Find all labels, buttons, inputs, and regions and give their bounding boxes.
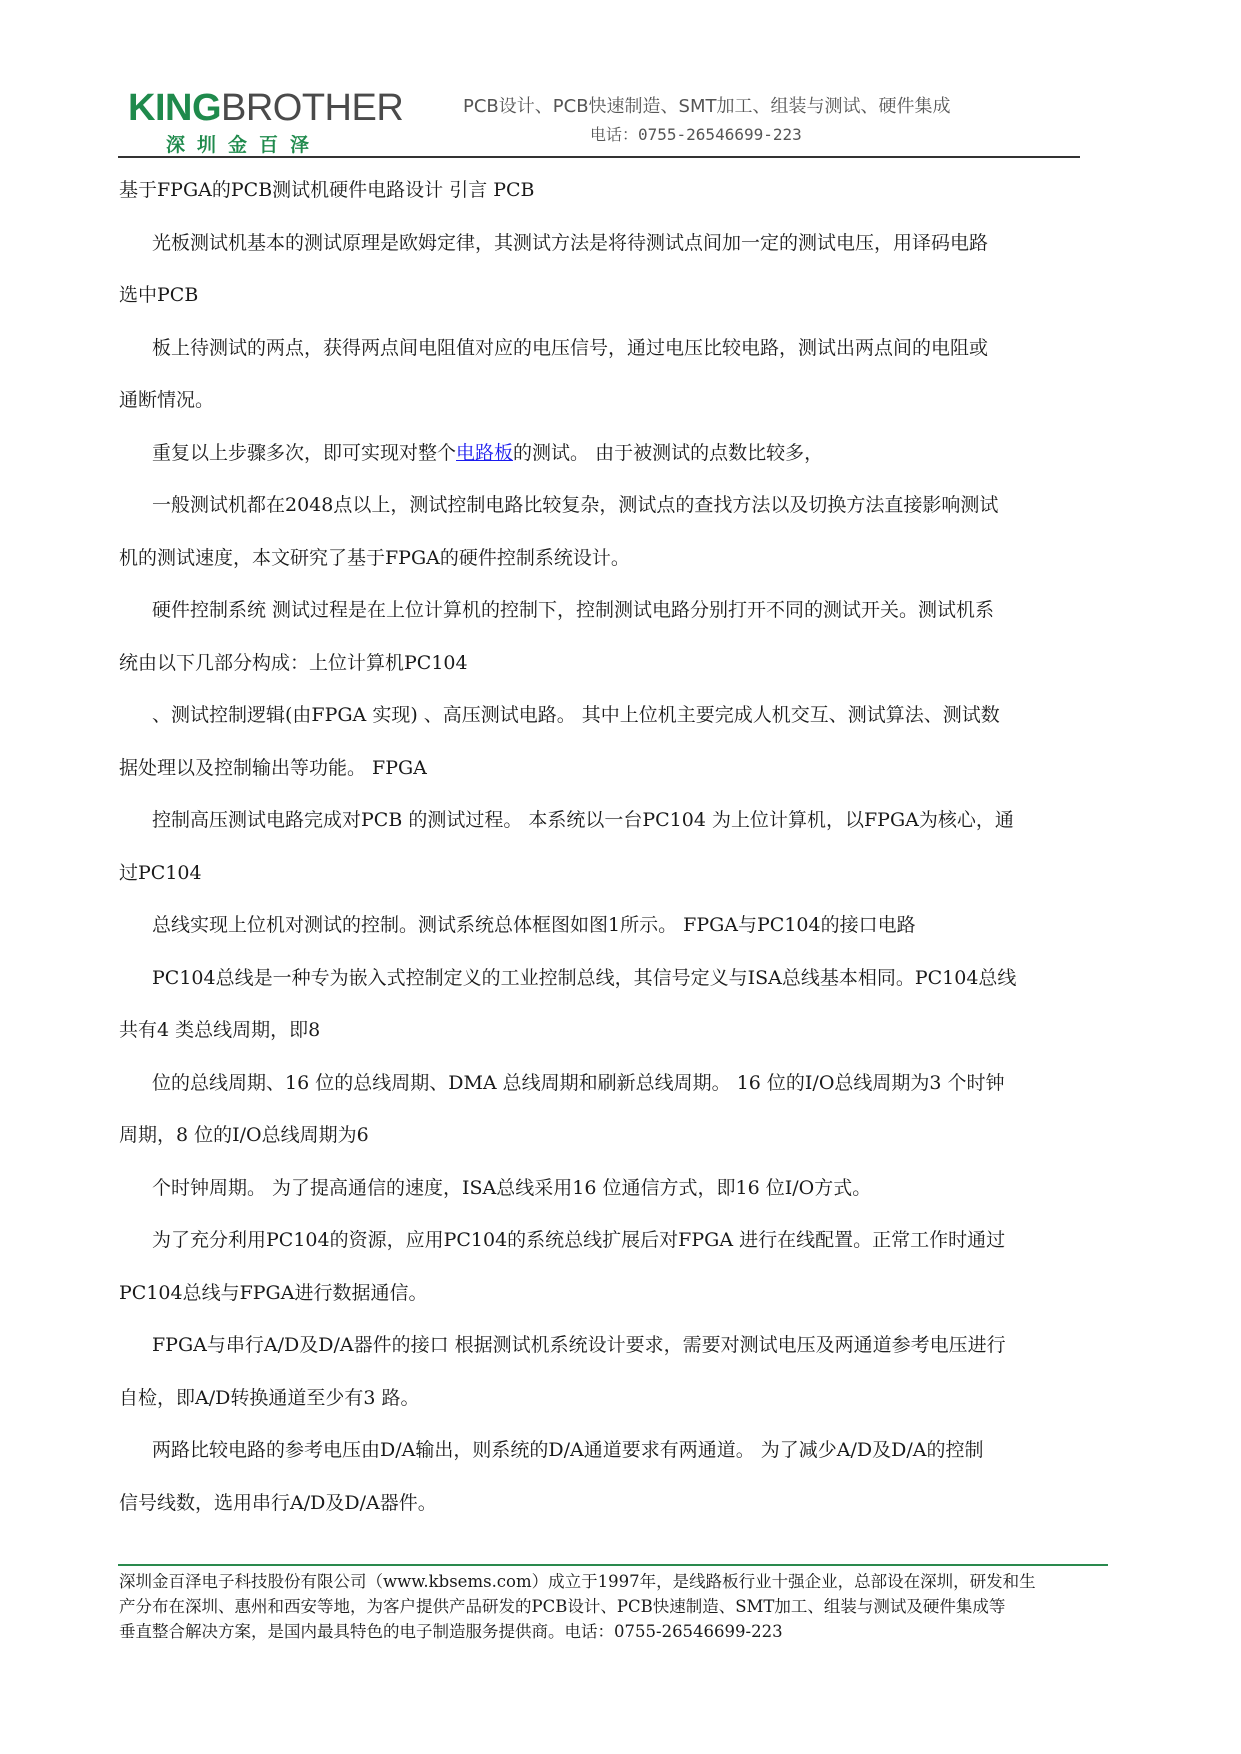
paragraph-14-line-1: 两路比较电路的参考电压由D/A输出，则系统的D/A通道要求有两通道。 为了减少A/D及D/A的控制 [152,1439,984,1461]
paragraph-3-pre: 重复以上步骤多次，即可实现对整个 [152,441,457,464]
footer-line-1: 深圳金百泽电子科技股份有限公司（www.kbsems.com）成立于1997年，是线路板行业十强企业，总部设在深圳，研发和生 [119,1572,1036,1591]
paragraph-1-line-1: 光板测试机基本的测试原理是欧姆定律，其测试方法是将待测试点间加一定的测试电压，用译码电路 [152,231,989,254]
header-phone: 电话：0755-26546699-223 [590,125,802,144]
paragraph-12-line-1: 为了充分利用PC104的资源，应用PC104的系统总线扩展后对FPGA 进行在线配置。正常工作时通过 [152,1229,1006,1251]
paragraph-10-line-2: 周期，8 位的I/O总线周期为6 [119,1124,369,1146]
page-header [128,86,1080,156]
logo-brother: BROTHER [221,87,404,129]
paragraph-10-line-1: 位的总线周期、16 位的总线周期、DMA 总线周期和刷新总线周期。 16 位的I/O总线周期为3 个时钟 [152,1071,1005,1094]
circuit-board-link[interactable]: 电路板 [456,441,514,464]
paragraph-6-line-2: 据处理以及控制输出等功能。 FPGA [119,756,427,779]
footer-divider [118,1564,1108,1566]
paragraph-2-line-1: 板上待测试的两点，获得两点间电阻值对应的电压信号，通过电压比较电路，测试出两点间的电阻或 [152,336,989,359]
paragraph-4-line-1: 一般测试机都在2048点以上，测试控制电路比较复杂，测试点的查找方法以及切换方法直接影响测试 [152,494,999,516]
document-title: 基于FPGA的PCB测试机硬件电路设计 引言 PCB [119,179,535,201]
paragraph-2-line-2: 通断情况。 [119,389,215,411]
logo-king: KING [128,87,221,129]
paragraph-11-line-1: 个时钟周期。 为了提高通信的速度，ISA总线采用16 位通信方式，即16 位I/O方式。 [152,1176,872,1199]
paragraph-13-line-2: 自检，即A/D转换通道至少有3 路。 [119,1386,420,1409]
footer-line-3: 垂直整合解决方案，是国内最具特色的电子制造服务提供商。电话：0755-26546699-223 [119,1622,783,1641]
header-divider [118,156,1080,158]
paragraph-9-line-2: 共有4 类总线周期，即8 [119,1019,321,1041]
footer-line-2: 产分布在深圳、惠州和西安等地，为客户提供产品研发的PCB设计、PCB快速制造、SMT加工、组装与测试及硬件集成等 [119,1597,1006,1616]
logo-wordmark [128,88,403,128]
paragraph-7-line-1: 控制高压测试电路完成对PCB 的测试过程。 本系统以一台PC104 为上位计算机，以FPGA为核心，通 [152,809,1014,831]
logo-chinese-name: 深圳金百泽 [166,134,322,156]
paragraph-14-line-2: 信号线数，选用串行A/D及D/A器件。 [119,1491,437,1514]
paragraph-6-line-1: 、测试控制逻辑(由FPGA 实现) 、高压测试电路。 其中上位机主要完成人机交互、测试算法、测试数 [152,704,1000,726]
paragraph-5-line-2: 统由以下几部分构成：上位计算机PC104 [119,651,468,674]
document-body [119,164,1131,1529]
paragraph-13-line-1: FPGA与串行A/D及D/A器件的接口 根据测试机系统设计要求，需要对测试电压及两通道参考电压进行 [152,1334,1006,1356]
kingbrother-logo [128,86,428,156]
paragraph-4-line-2: 机的测试速度，本文研究了基于FPGA的硬件控制系统设计。 [119,546,630,569]
paragraph-5-line-1: 硬件控制系统 测试过程是在上位计算机的控制下，控制测试电路分别打开不同的测试开关。测试机系 [152,599,995,621]
paragraph-8-line-1: 总线实现上位机对测试的控制。测试系统总体框图如图1所示。 FPGA与PC104的接口电路 [152,914,916,936]
header-tagline: PCB设计、PCB快速制造、SMT加工、组装与测试、硬件集成 [463,96,951,117]
paragraph-12-line-2: PC104总线与FPGA进行数据通信。 [119,1281,428,1304]
paragraph-9-line-1: PC104总线是一种专为嵌入式控制定义的工业控制总线，其信号定义与ISA总线基本相同。PC104总线 [152,966,1017,989]
page-footer [119,1569,1129,1644]
paragraph-3-post: 的测试。 由于被测试的点数比较多， [513,441,824,464]
paragraph-3 [119,427,1131,480]
paragraph-7-line-2: 过PC104 [119,861,202,884]
paragraph-1-line-2: 选中PCB [119,284,199,306]
